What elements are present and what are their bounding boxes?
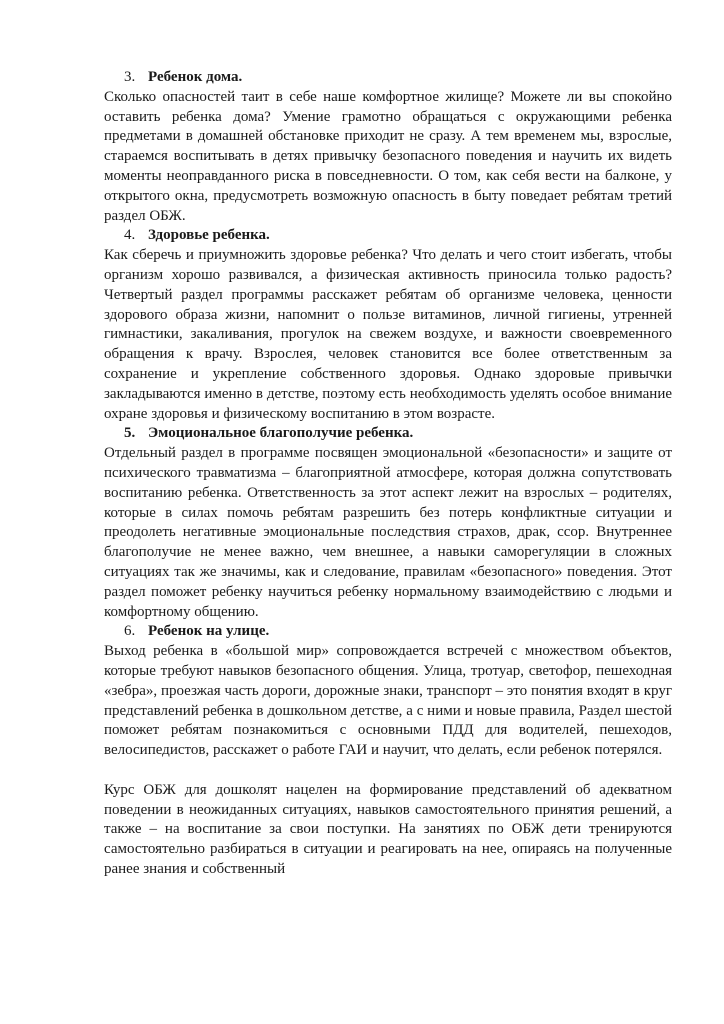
- paragraph-gap: [104, 761, 672, 781]
- section-5-heading: [104, 424, 672, 444]
- section-3-number: 3.: [124, 69, 136, 85]
- document-page: [104, 68, 672, 880]
- section-6-number: 6.: [124, 623, 136, 640]
- section-4-text: Как сберечь и приумножить здоровье ребенка? Что делать и чего стоит избегать, чтобы организм хорошо развивался, а физическая активность приносила только радость? Четвертый раздел программы расскажет ребятам об организме человека, ценности здорового образа жизни, напомнит о пользе витаминов, личной гигиены, утренней гимнастики, закаливания, прогулок на свежем воздухе, и важности своевременного обращения к врачу. Взрослея, человек становится все более ответственным за сохранение и укрепление собственного здоровья. Однако здоровые привычки закладываются именно в детстве, поэтому есть необходимость уделять особое внимание охране здоровья и физическому воспитанию в этом возрасте.: [104, 247, 672, 422]
- section-5-number: 5.: [124, 425, 136, 442]
- section-3-text: Сколько опасностей таит в себе наше комфортное жилище? Можете ли вы спокойно оставить ребенка дома? Умение грамотно обращаться с окружающими ребенка предметами в домашней обстановке приходит не сразу. А тем временем мы, взрослые, стараемся воспитывать в детях привычку безопасного поведения и научить их видеть моменты неоправданного риска в повседневности. О том, как себя вести на балконе, у открытого окна, предусмотреть возможную опасность в быту поведает ребятам третий раздел ОБЖ.: [104, 88, 672, 224]
- section-6-heading: [104, 622, 672, 642]
- section-3-heading: [104, 68, 672, 88]
- section-4-heading: [104, 226, 672, 246]
- section-5-text: Отдельный раздел в программе посвящен эмоциональной «безопасности» и защите от психического травматизма – благоприятной атмосфере, которая должна сопутствовать воспитанию ребенка. Ответственность за этот аспект лежит на взрослых – родителях, которые в силах помочь ребятам разрешить без потерь конфликтные ситуации и преодолеть негативные эмоциональные последствия страхов, драк, ссор. Внутреннее благополучие не менее важно, чем внешнее, а навыки саморегуляции в сложных ситуациях так же значимы, как и следование, правилам «безопасного» поведения. Этот раздел поможет ребенку научиться ребенку нормальному взаимодействию с людьми и комфортному общению.: [104, 445, 672, 620]
- closing-paragraph: Курс ОБЖ для дошколят нацелен на формирование представлений об адекватном поведении в неожиданных ситуациях, навыков самостоятельного принятия решений, а также – на воспитание за свои поступки. На занятиях по ОБЖ дети тренируются самостоятельно разбираться в ситуации и реагировать на нее, опираясь на полученные ранее знания и собственный: [104, 781, 672, 878]
- section-6-text: Выход ребенка в «большой мир» сопровождается встречей с множеством объектов, которые требуют навыков безопасного общения. Улица, тротуар, светофор, пешеходная «зебра», проезжая часть дороги, дорожные знаки, транспорт – это понятия входят в круг представлений ребенка в дошкольном детстве, а с ними и новые правила, Раздел шестой поможет ребятам познакомиться с основными ПДД для водителей, пешеходов, велосипедистов, расскажет о работе ГАИ и научит, что делать, если ребенок потерялся.: [104, 643, 672, 759]
- section-3-title: Ребенок дома.: [148, 69, 243, 85]
- section-4-title: Здоровье ребенка.: [148, 227, 270, 244]
- section-5-title: Эмоциональное благополучие ребенка.: [148, 425, 414, 442]
- section-6-title: Ребенок на улице.: [148, 623, 270, 640]
- section-4-number: 4.: [124, 227, 136, 244]
